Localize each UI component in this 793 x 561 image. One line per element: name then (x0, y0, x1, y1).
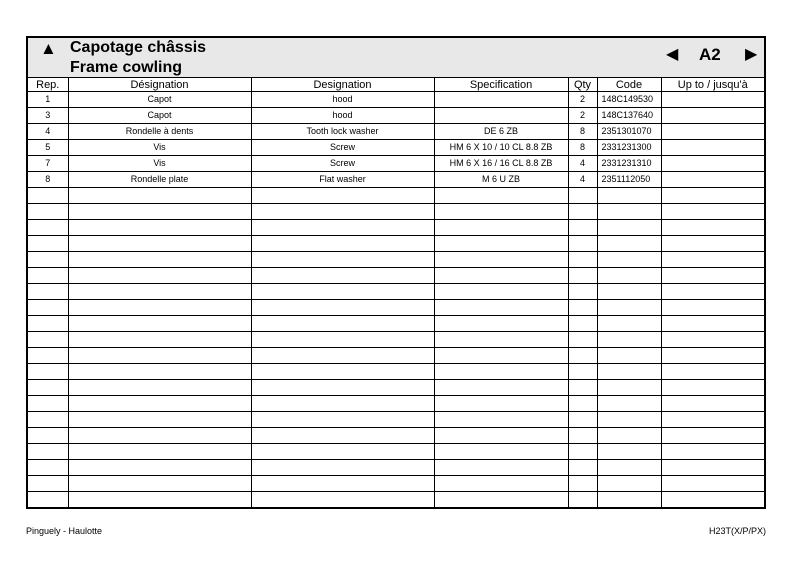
cell-code (597, 252, 661, 268)
cell-specification (434, 316, 568, 332)
cell-rep (28, 188, 68, 204)
column-header-specification: Specification (434, 78, 568, 92)
cell-qty (568, 188, 597, 204)
empty-table-row (28, 236, 764, 252)
cell-up-to (661, 444, 764, 460)
cell-specification (434, 284, 568, 300)
cell-up-to (661, 220, 764, 236)
table-row (28, 156, 764, 172)
table-row (28, 172, 764, 188)
cell-qty (568, 236, 597, 252)
next-page-arrow-icon[interactable]: ▶ (745, 46, 758, 63)
cell-specification (434, 412, 568, 428)
empty-table-row (28, 444, 764, 460)
cell-rep (28, 332, 68, 348)
cell-up-to (661, 92, 764, 108)
parts-table (28, 78, 764, 508)
cell-up-to (661, 396, 764, 412)
cell-designation-en (251, 220, 434, 236)
cell-code (597, 188, 661, 204)
empty-table-row (28, 284, 764, 300)
cell-designation-en (251, 476, 434, 492)
cell-up-to (661, 124, 764, 140)
cell-up-to (661, 460, 764, 476)
cell-specification (434, 236, 568, 252)
cell-designation-en (251, 332, 434, 348)
cell-up-to (661, 300, 764, 316)
cell-designation-en (251, 412, 434, 428)
cell-qty (568, 268, 597, 284)
column-header-up-to: Up to / jusqu'à (661, 78, 764, 92)
cell-designation-fr (68, 348, 251, 364)
cell-rep: 3 (28, 108, 68, 124)
empty-table-row (28, 364, 764, 380)
cell-designation-en (251, 316, 434, 332)
cell-qty (568, 300, 597, 316)
cell-code: 148C137640 (597, 108, 661, 124)
cell-designation-fr: Rondelle à dents (68, 124, 251, 140)
cell-qty (568, 316, 597, 332)
cell-code (597, 300, 661, 316)
cell-designation-fr (68, 396, 251, 412)
column-header-qty: Qty (568, 78, 597, 92)
cell-rep: 8 (28, 172, 68, 188)
cell-specification (434, 444, 568, 460)
cell-rep (28, 380, 68, 396)
cell-designation-en (251, 380, 434, 396)
cell-code (597, 332, 661, 348)
empty-table-row (28, 460, 764, 476)
cell-rep (28, 444, 68, 460)
empty-table-row (28, 476, 764, 492)
column-header-rep: Rep. (28, 78, 68, 92)
cell-qty (568, 444, 597, 460)
cell-code (597, 204, 661, 220)
cell-designation-fr (68, 316, 251, 332)
column-header-designation-fr: Désignation (68, 78, 251, 92)
cell-rep (28, 460, 68, 476)
cell-rep (28, 284, 68, 300)
cell-rep (28, 396, 68, 412)
cell-specification (434, 396, 568, 412)
cell-up-to (661, 140, 764, 156)
cell-code (597, 412, 661, 428)
cell-designation-en (251, 364, 434, 380)
cell-qty (568, 428, 597, 444)
cell-qty (568, 284, 597, 300)
cell-qty (568, 252, 597, 268)
cell-qty: 4 (568, 172, 597, 188)
cell-designation-fr: Capot (68, 108, 251, 124)
empty-table-row (28, 412, 764, 428)
cell-specification (434, 428, 568, 444)
cell-designation-fr (68, 204, 251, 220)
cell-designation-en: Tooth lock washer (251, 124, 434, 140)
cell-rep (28, 268, 68, 284)
cell-code (597, 268, 661, 284)
cell-designation-fr (68, 364, 251, 380)
cell-rep (28, 364, 68, 380)
cell-designation-fr (68, 492, 251, 508)
cell-designation-en (251, 444, 434, 460)
cell-up-to (661, 316, 764, 332)
cell-qty: 2 (568, 92, 597, 108)
cell-designation-fr (68, 428, 251, 444)
cell-rep (28, 300, 68, 316)
cell-qty (568, 460, 597, 476)
cell-up-to (661, 428, 764, 444)
cell-code (597, 492, 661, 508)
cell-code: 148C149530 (597, 92, 661, 108)
cell-code (597, 476, 661, 492)
cell-rep (28, 476, 68, 492)
cell-qty (568, 348, 597, 364)
cell-designation-fr: Capot (68, 92, 251, 108)
cell-specification (434, 476, 568, 492)
cell-designation-en (251, 300, 434, 316)
cell-qty: 8 (568, 140, 597, 156)
cell-designation-fr (68, 236, 251, 252)
table-header-row (28, 78, 764, 92)
up-arrow-icon[interactable]: ▲ (40, 39, 57, 58)
cell-rep (28, 428, 68, 444)
cell-up-to (661, 252, 764, 268)
cell-code (597, 380, 661, 396)
cell-specification (434, 108, 568, 124)
cell-specification (434, 220, 568, 236)
cell-code (597, 348, 661, 364)
cell-designation-en (251, 460, 434, 476)
cell-code (597, 316, 661, 332)
cell-specification (434, 300, 568, 316)
cell-specification (434, 492, 568, 508)
cell-designation-en (251, 348, 434, 364)
cell-qty: 4 (568, 156, 597, 172)
cell-rep (28, 220, 68, 236)
cell-rep (28, 492, 68, 508)
cell-qty (568, 492, 597, 508)
cell-specification: HM 6 X 10 / 10 CL 8.8 ZB (434, 140, 568, 156)
cell-rep (28, 236, 68, 252)
empty-table-row (28, 396, 764, 412)
cell-specification (434, 92, 568, 108)
cell-code: 2331231310 (597, 156, 661, 172)
cell-up-to (661, 348, 764, 364)
cell-specification: M 6 U ZB (434, 172, 568, 188)
cell-up-to (661, 156, 764, 172)
footer-model: H23T(X/P/PX) (708, 526, 766, 536)
cell-specification (434, 188, 568, 204)
cell-code: 2331231300 (597, 140, 661, 156)
cell-designation-fr (68, 476, 251, 492)
cell-code (597, 460, 661, 476)
cell-qty: 8 (568, 124, 597, 140)
table-row (28, 124, 764, 140)
cell-designation-fr: Vis (68, 156, 251, 172)
cell-qty (568, 476, 597, 492)
cell-qty (568, 380, 597, 396)
cell-qty (568, 364, 597, 380)
cell-up-to (661, 172, 764, 188)
cell-designation-en (251, 396, 434, 412)
empty-table-row (28, 380, 764, 396)
cell-up-to (661, 492, 764, 508)
cell-up-to (661, 236, 764, 252)
empty-table-row (28, 348, 764, 364)
cell-specification (434, 364, 568, 380)
cell-up-to (661, 476, 764, 492)
cell-designation-en (251, 188, 434, 204)
cell-designation-fr (68, 188, 251, 204)
cell-designation-fr: Vis (68, 140, 251, 156)
cell-rep (28, 412, 68, 428)
cell-specification (434, 268, 568, 284)
cell-qty (568, 412, 597, 428)
column-header-designation-en: Designation (251, 78, 434, 92)
cell-rep (28, 204, 68, 220)
cell-designation-en: Screw (251, 156, 434, 172)
cell-designation-fr (68, 460, 251, 476)
empty-table-row (28, 428, 764, 444)
cell-designation-fr (68, 220, 251, 236)
previous-page-arrow-icon[interactable]: ◀ (666, 46, 679, 63)
cell-up-to (661, 188, 764, 204)
cell-specification (434, 460, 568, 476)
cell-qty (568, 220, 597, 236)
cell-rep: 1 (28, 92, 68, 108)
cell-code (597, 396, 661, 412)
empty-table-row (28, 492, 764, 508)
cell-code (597, 364, 661, 380)
cell-specification: DE 6 ZB (434, 124, 568, 140)
cell-specification (434, 380, 568, 396)
cell-rep (28, 316, 68, 332)
cell-up-to (661, 412, 764, 428)
cell-designation-en: Flat washer (251, 172, 434, 188)
empty-table-row (28, 316, 764, 332)
empty-table-row (28, 332, 764, 348)
cell-up-to (661, 284, 764, 300)
table-row (28, 140, 764, 156)
cell-qty (568, 204, 597, 220)
cell-designation-fr: Rondelle plate (68, 172, 251, 188)
page-code: A2 (699, 45, 721, 64)
empty-table-row (28, 220, 764, 236)
cell-code (597, 284, 661, 300)
empty-table-row (28, 252, 764, 268)
cell-designation-fr (68, 268, 251, 284)
empty-table-row (28, 204, 764, 220)
cell-up-to (661, 364, 764, 380)
cell-qty: 2 (568, 108, 597, 124)
cell-designation-en: hood (251, 108, 434, 124)
cell-specification: HM 6 X 16 / 16 CL 8.8 ZB (434, 156, 568, 172)
cell-rep (28, 252, 68, 268)
cell-designation-fr (68, 412, 251, 428)
cell-code: 2351301070 (597, 124, 661, 140)
cell-specification (434, 348, 568, 364)
cell-designation-en (251, 204, 434, 220)
cell-designation-en (251, 284, 434, 300)
cell-up-to (661, 204, 764, 220)
cell-code (597, 444, 661, 460)
cell-up-to (661, 380, 764, 396)
cell-designation-fr (68, 444, 251, 460)
cell-rep: 4 (28, 124, 68, 140)
cell-code (597, 220, 661, 236)
cell-designation-en (251, 492, 434, 508)
cell-up-to (661, 332, 764, 348)
cell-up-to (661, 268, 764, 284)
cell-rep (28, 348, 68, 364)
cell-rep: 5 (28, 140, 68, 156)
title-english: Frame cowling (70, 59, 183, 76)
cell-designation-en (251, 236, 434, 252)
cell-designation-en (251, 268, 434, 284)
cell-specification (434, 332, 568, 348)
cell-designation-en: hood (251, 92, 434, 108)
cell-specification (434, 252, 568, 268)
empty-table-row (28, 268, 764, 284)
cell-specification (434, 204, 568, 220)
parts-sheet (26, 36, 766, 509)
cell-qty (568, 332, 597, 348)
cell-code (597, 428, 661, 444)
cell-designation-fr (68, 252, 251, 268)
cell-designation-en (251, 428, 434, 444)
cell-designation-en: Screw (251, 140, 434, 156)
footer-manufacturer: Pinguely - Haulotte (26, 526, 103, 536)
table-row (28, 108, 764, 124)
cell-code: 2351112050 (597, 172, 661, 188)
cell-designation-fr (68, 380, 251, 396)
cell-designation-fr (68, 284, 251, 300)
cell-designation-fr (68, 332, 251, 348)
cell-designation-en (251, 252, 434, 268)
cell-designation-fr (68, 300, 251, 316)
cell-rep: 7 (28, 156, 68, 172)
cell-code (597, 236, 661, 252)
cell-qty (568, 396, 597, 412)
empty-table-row (28, 188, 764, 204)
sheet-header (28, 38, 764, 78)
parts-table-body (28, 92, 764, 508)
title-french: Capotage châssis (70, 39, 207, 56)
table-row (28, 92, 764, 108)
column-header-code: Code (597, 78, 661, 92)
empty-table-row (28, 300, 764, 316)
cell-up-to (661, 108, 764, 124)
